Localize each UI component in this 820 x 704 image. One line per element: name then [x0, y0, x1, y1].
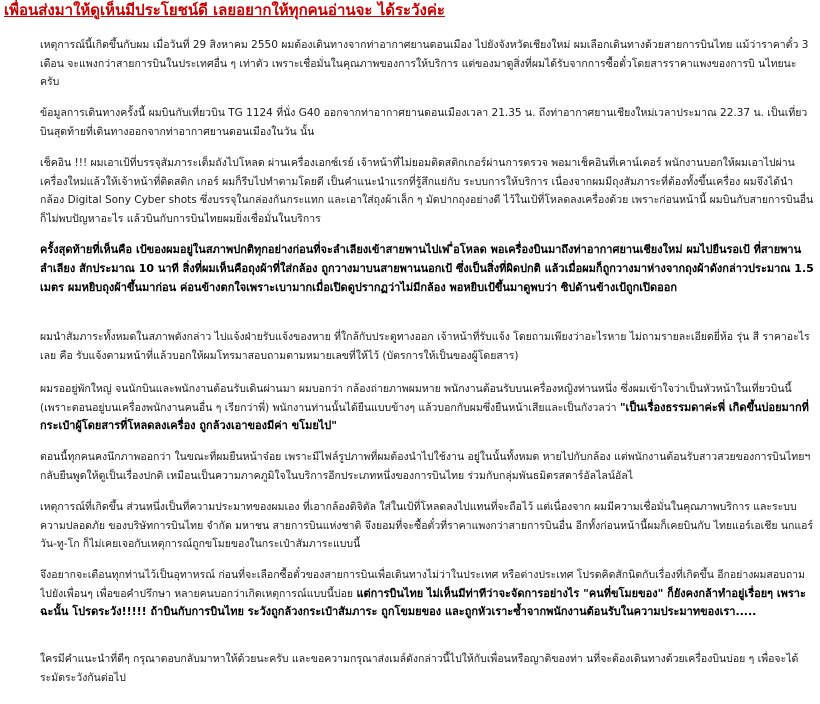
paragraph-flight-info: ข้อมูลการเดินทางครั้งนี้ ผมบินกับเที่ยวบิน TG 1124 ที่นั่ง G40 ออกจากท่าอากาศยานดอนเมืองเวลา 21.35 น. ถึงท่าอากาศยานเชียงใหม่เวลาประมาณ 22.37 น. เป็นเที่ยวบินสุดท้ายที่เดินทางออกจากท่าอากาศยานดอนเมืองในวัน นั้น [40, 107, 808, 138]
staff-quote: "เป็นเรื่องธรรมดาค่ะพี่ เกิดขึ้นบ่อยมากที่กระเป๋าผู้โดยสารที่โหลดลงเครื่อง ถูกล้วงเอาของมีค่า ขโมยไป" [40, 400, 809, 432]
warning-emphasis: แต่การบินไทย ไม่เห็นมีท่าทีว่าจะจัดการอย่างไร "คนที่ขโมยของ" ก็ยังคงกล้าทำอยู่เรื่อยๆ เพราะฉะนั้น โปรดระวัง!!!!! ถ้าบินกับการบินไทย ระวังถูกล้วงกระเป๋าสัมภาระ ถูกโขมยของ และถูกหัวเราะซ้ำจากพนักงานต้อนรับในความประมาทของเรา..... [40, 586, 806, 618]
paragraph-reflection: ตอนนี้ทุกคนคงนึกภาพออกว่า ในขณะที่ผมยืนหน้าจ๋อย เพราะมีไฟล์รูปภาพที่ผมต้องนำไปใช้งาน อยู่ในนั้นทั้งหมด หายไปกับกล้อง แต่พนักงานต้อนรับสาวสวยของการบินไทยฯ กลับยืนพูดให้ดูเป็นเรื่องปกติ เหมือนเป็นความภาคภูมิใจในบริการอีกประเภทหนึ่งของการบินไทย ร่วมกับกลุ่มพันธมิตรสตาร์อัลไลน์อัลไ [40, 451, 811, 482]
page-title: เพื่อนส่งมาให้ดูเห็นมีประโยชน์ดี เลยอยากให้ทุกคนอ่านจะ ได้ระวังค่ะ [4, 1, 445, 19]
paragraph-last-seen: ครั้งสุดท้ายที่เห็นคือ เป้ของผมอยู่ในสภาพปกติทุกอย่างก่อนที่จะลำเลียงเข้าสายพานไปเพ ื่อโหลด พอเครื่องบินมาถึงท่าอากาศยานเชียงใหม่ ผมไปยืนรอเป้ ที่สายพานลำเลียง สักประมาณ 10 นาที สิ่งที่ผมเห็นคือถุงผ้าที่ใส่กล้อง ถูกวางมาบนสายพานนอกเป้ ซึ่งเป็นสิ่งที่ผิดปกติ แล้วเมื่อผมก็ถูกวางมาห่างจากถุงผ้าดังกล่าวประมาณ 1.5 เมตร ผมหยิบถุงผ้าขึ้นมาก่อน ค่อนข้างตกใจเพราะเบามากเมื่อเปิดดูปรากฏว่าไม่มีกล้อง พอหยิบเป้ขึ้นมาดูพบว่า ซิปด้านข้างเป้ถูกเปิดออก [40, 243, 814, 294]
paragraph-warning-text: จึงอยากจะเตือนทุกท่านไว้เป็นอุทาหรณ์ ก่อนที่จะเลือกซื้อตั๋วของสายการบินเพื่อเดินทางไม่ว่าในประเทศ หรือต่างประเทศ โปรดคิดสักนิดกับเรื่องที่เกิดขึ้น อีกอย่างผมสอบถามไปยังเพื่อนๆ เพื่อขอคำปรึกษา หลายคนบอกว่าเกิดเหตุการณ์แบบนี้บ่อย [40, 569, 805, 600]
paragraph-staff-response [40, 380, 814, 436]
paragraph-report-loss: ผมนำสัมภาระทั้งหมดในสภาพดังกล่าว ไปแจ้งฝ่ายรับแจ้งของหาย ที่ใกล้กับประตูทางออก เจ้าหน้าที่รับแจ้ง โดยถามเพียงว่าอะไรหาย ไม่ถามรายละเอียดยี่ห้อ รุ่น สี ราคาอะไรเลย คือ รับแจ้งตามหน้าที่แล้วบอกให้ผมโทรมาสอบถามตามหมายเลขที่ให้ไว้ (บัตรการให้เป็นของผู้โดยสาร) [40, 331, 810, 362]
paragraph-incident-intro: เหตุการณ์นี้เกิดขึ้นกับผม เมื่อวันที่ 29 สิงหาคม 2550 ผมต้องเดินทางจากท่าอากาศยานดอนเมือง ไปยังจังหวัดเชียงใหม่ ผมเลือกเดินทางด้วยสายการบินไทย แม้ว่าราคาตั๋ว 3 เดือน จะแพงกว่าสายการบินในประเทศอื่น ๆ เท่าตัว เพราะเชื่อมั่นในคุณภาพของการให้บริการ แต่ของมาดูสิ่งที่ผมได้รับจากการซื้อตั๋วโดยสารราคาแพงของการบิ นไทยนะครับ [40, 39, 809, 88]
paragraph-closing: ใครมีคำแนะนำที่ดีๆ กรุณาตอบกลับมาหาให้ด้วยนะครับ และขอความกรุณาส่งเมล์ดังกล่าวนี้ไปให้กับเพื่อนหรือญาติของท่า นที่จะต้องเดินทางด้วยเครื่องบินบ่อย ๆ เพื่อจะได้ระมัดระวังกันต่อไป [40, 653, 799, 684]
paragraph-own-fault: เหตุการณ์ที่เกิดขึ้น ส่วนหนึ่งเป็นที่ความประมาทของผมเอง ที่เอากล้องดิจิตัล ใส่ในเป้ที่โหลดลงไปแทนที่จะถือไว้ แต่เนื่องจาก ผมมีความเชื่อมั่นในคุณภาพบริการ และระบบความปลอดภัย ของบริษัทการบินไทย จำกัด มหาชน สายการบินแห่งชาติ จึงยอมที่จะซื้อตั๋วที่ราคาแพงกว่าสายการบินอื่น อีกทั้งก่อนหน้านี้ผมก็เคยบินกับ ไทยแอร์เอเชีย นกแอร์ วัน-ทู-โก ก็ไม่เคยเจอกับเหตุการณ์ถูกขโมยของในกระเป๋าสัมภาระแบบนี้ [40, 501, 814, 550]
paragraph-check-in: เช็คอิน !!! ผมเอาเป้ที่บรรจุสัมภาระเต็มถังไปโหลด ผ่านเครื่องเอกซ์เรย์ เจ้าหน้าที่ไม่ยอมติดสติกเกอร์ผ่านการตรวจ พอมาเช็คอินที่เคาน์เตอร์ พนักงานบอกให้ผมเอาไปผ่านเครื่องใหม่แล้วให้เจ้าหน้าที่ติดสติก เกอร์ ผมก็รีบไปทำตามโดยดี เป็นคำแนะนำแรกที่รู้สึกแย่กับ ระบบการให้บริการ เนื่องจากผมมีถุงสัมภาระที่ต้องทั้งขึ้นเครื่อง ผมจึงได้นำกล้อง Digital Sony Cyber shots ซึ่งบรรจุในกล่องกันกระแทก และเอาใส่ถุงผ้าเล็ก ๆ มัดปากถุงอย่างดี ไว้ในเป้ที่โหลดลงเครื่องด้วย เพราะก่อนหน้านี้ ผมบินกับสายการบินอื่นก็ไม่พบปัญหาอะไร แล้วบินกับการบินไทยผมยิ่งเชื่อมั่นในบริการ [40, 157, 814, 225]
paragraph-staff-response-text: ผมรออยู่พักใหญ่ จนนักบินและพนักงานต้อนรับเดินผ่านมา ผมบอกว่า กล้องถ่ายภาพผมหาย พนักงานต้อนรับบนเครื่องหญิงท่านหนึ่ง ซึ่งผมเข้าใจว่าเป็นหัวหน้าในเที่ยวบินนี้ (เพราะตอนอยู่บนเครื่องพนักงานคนอื่น ๆ เรียกว่าพี่) พนักงานท่านนั้นได้ยืนแบบข้างๆ แล้วบอกกับผมซึ่งยืนหน้าเสียและเป็นกังวลว่า [40, 383, 792, 414]
article-body [40, 36, 814, 700]
paragraph-warning [40, 566, 814, 638]
